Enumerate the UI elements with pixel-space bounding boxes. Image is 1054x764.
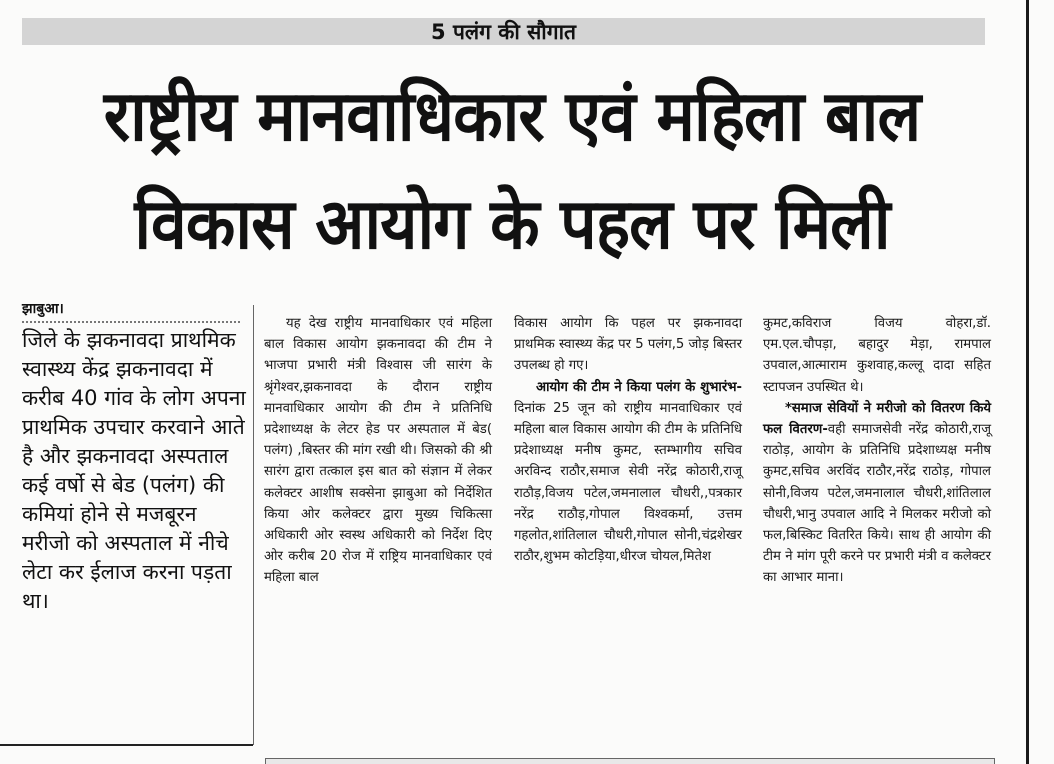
column-3-paragraph-2 [514,377,742,568]
dateline-divider [22,321,240,323]
column-3-body: दिनांक 25 जून को राष्ट्रीय मानवाधिकार एवं महिला बाल विकास आयोग की टीम के प्रतिनिधि प्रदेशाध्यक्ष मनीष कुमट, स्तम्भागीय सचिव अरविन्द राठौर,समाज सेवी नरेंद्र कोठारी,राजू राठौड़,विजय पटेल,जमनालाल चौधरी,,पत्रकार नरेंद्र राठौड़,गोपाल विश्वकर्मा, उत्तम गहलोत,शांतिलाल चौधरी,गोपाल सोनी,चंद्रशेखर राठौर,शुभम कोटड़िया,धीरज चोयल,मितेश [514,400,742,565]
column-4-paragraph-1: कुमट,कविराज विजय वोहरा,डॉ. एम.एल.चौपड़ा, बहादुर मेड़ा, रामपाल उपवाल,आत्माराम कुशवाह,कल्लू दादा सहित स्टापजन उपस्थित थे। [763,316,991,395]
bottom-rule [0,744,253,746]
column-3-subheading: आयोग की टीम ने किया पलंग के शुभारंभ- [536,379,742,395]
column-3-paragraph-1: विकास आयोग कि पहल पर झकनावदा प्राथमिक स्वास्थ्य केंद्र पर 5 पलंग,5 जोड़ बिस्तर उपलब्ध हो गए। [514,316,742,374]
kicker-text: 5 पलंग की सौगात [431,20,576,44]
lead-paragraph [22,326,250,616]
lead-text: जिले के झकनावदा प्राथमिक स्वास्थ्य केंद्र झकनावदा में करीब 40 गांव के लोग अपना प्राथमिक उपचार करवाने आते है और झकनावदा अस्पताल कई वर्षो से बेड (पलंग) की कमियां होने से मजबूरन मरीजो को अस्पताल में नीचे लेटा कर ईलाज करना पड़ता था। [22,328,246,613]
headline-line-2: विकास आयोग के पहल पर मिली [134,183,890,265]
kicker-bar [22,18,985,45]
column-4-body: वही समाजसेवी नरेंद्र कोठारी,राजू राठोड़, आयोग के प्रतिनिधि प्रदेशाध्यक्ष मनीष कुमट,सचिव अरविंद राठौर,नरेंद्र राठोड़, गोपाल सोनी,विजय पटेल,जमनालाल चौधरी,शांतिलाल चौधरी,भानु उपवाल आदि ने मिलकर मरीजो को फल,बिस्किट वितरित किये। साथ ही आयोग की टीम ने मांग पूरी करने पर प्रभारी मंत्री व कलेक्टर का आभार माना। [763,422,991,586]
dateline: झाबुआ। [22,301,64,317]
next-article-edge [265,758,995,764]
column-2-paragraph: यह देख राष्ट्रीय मानवाधिकार एवं महिला बाल विकास आयोग झकनावदा की टीम ने भाजपा प्रभारी मंत्री विश्वास जी सारंग के श्रृंगेश्वर,झकनावदा के दौरान राष्ट्रीय मानवाधिकार आयोग की टीम ने प्रतिनिधि प्रदेशाध्यक्ष के लेटर हेड पर अस्पताल में बेड( पलंग) ,बिस्तर की मांग रखी थी। जिसको की श्री सारंग द्वारा तत्काल इस बात को संज्ञान में लेकर कलेक्टर आशीष सक्सेना झाबुआ को निर्देशित किया ओर कलेक्टर द्वारा मुख्य चिकित्सा अधिकारी ओर स्वस्थ अधिकारी को निर्देश दिए ओर करीब 20 रोज में राष्ट्रिय मानवाधिकार एवं महिला बाल [264,316,492,586]
headline [52,62,972,278]
headline-line-1: राष्ट्रीय मानवाधिकार एवं महिला बाल [103,75,921,157]
article-column-3 [514,313,742,567]
column-divider [253,305,254,745]
column-4-paragraph-2 [763,398,991,589]
page-edge-rule [1026,0,1029,764]
column-4-subheading: *समाज सेवियों ने मरीजो को वितरण किये फल वितरण- [763,400,991,438]
article-column-2 [264,313,492,589]
article-column-4 [763,313,991,589]
